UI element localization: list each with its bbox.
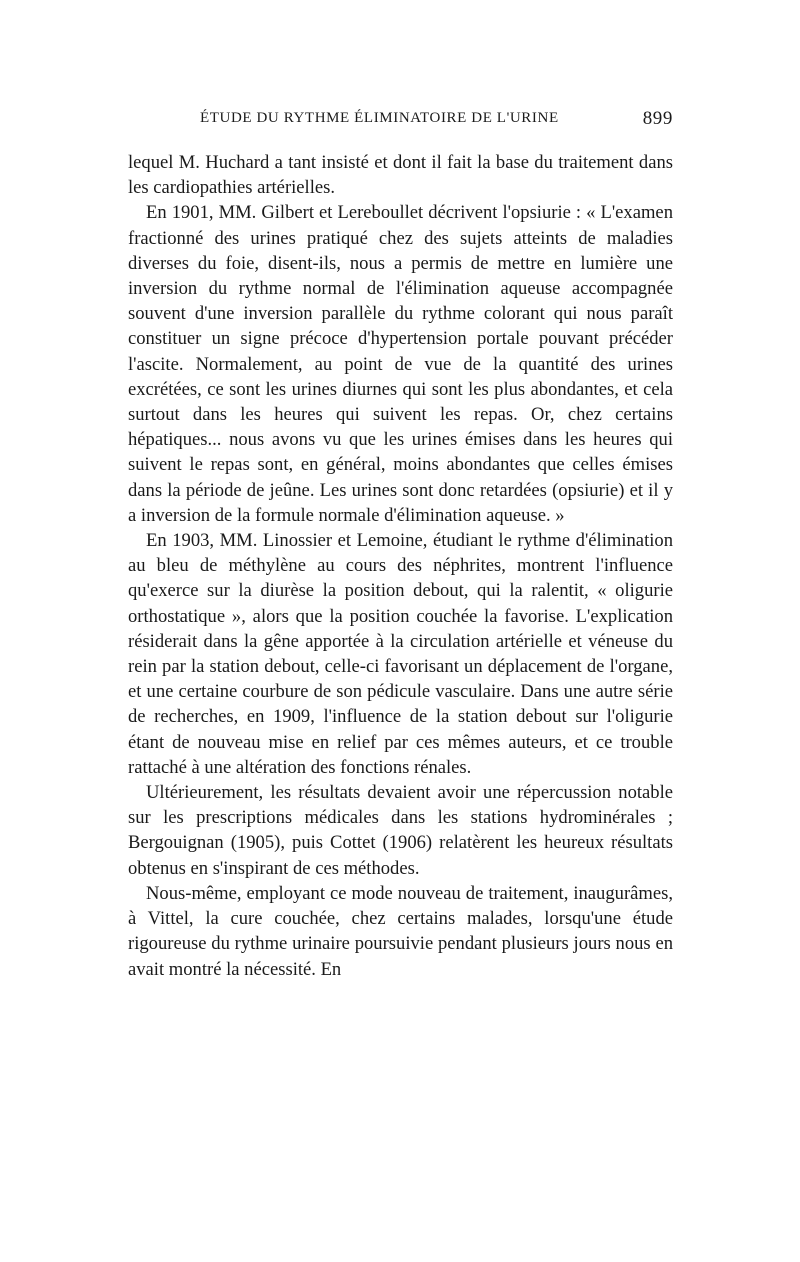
paragraph-linossier-lemoine: En 1903, MM. Linossier et Lemoine, étudiant le rythme d'élimination au bleu de méthylène au cours des néphrites, montrent l'influence qu'exerce sur la diurèse la position debout, qui la ralentit, « oligurie orthostatique », alors que la position couchée la favorise. L'explication résiderait dans la gêne apportée à la circulation artérielle et véneuse du rein par la station debout, celle-ci favorisant un déplacement de l'organe, et une certaine courbure de son pédicule vasculaire. Dans une autre série de recherches, en 1909, l'influence de la station debout sur l'oligurie étant de nouveau mise en relief par ces mêmes auteurs, et ce trouble rattaché à une altération des fonctions rénales. (128, 530, 673, 778)
paragraph-hydromineral-stations: Ultérieurement, les résultats devaient avoir une répercussion notable sur les prescriptions médicales dans les stations hydrominérales ; Bergouignan (1905), puis Cottet (1906) relatèrent les heureux résultats obtenus en s'inspirant de ces méthodes. (128, 782, 673, 879)
paragraph-gilbert-lereboullet: En 1901, MM. Gilbert et Lereboullet décrivent l'opsiurie : « L'examen fractionné des urines pratiqué chez des sujets atteints de maladies diverses du foie, disent-ils, nous a permis de mettre en lumière une inversion du rythme normal de l'élimination aqueuse accompagnée souvent d'une inversion parallèle du rythme colorant qui nous paraît constituer un signe précoce d'hypertension portale pouvant précéder l'ascite. Normalement, au point de vue de la quantité des urines excrétées, ce sont les urines diurnes qui sont les plus abondantes, et cela surtout dans les heures qui suivent les repas. Or, chez certains hépatiques... nous avons vu que les urines émises dans les heures qui suivent le repas sont, en général, moins abondantes que celles émises dans la période de jeûne. Les urines sont donc retardées (opsiurie) et il y a inversion de la formule normale d'élimination aqueuse. » (128, 202, 673, 526)
body-text (128, 150, 673, 982)
running-title: ÉTUDE DU RYTHME ÉLIMINATOIRE DE L'URINE (200, 110, 559, 126)
paragraph-continuation: lequel M. Huchard a tant insisté et dont il fait la base du traitement dans les cardiopathies artérielles. (128, 152, 673, 199)
paragraph-vittel-cure: Nous-même, employant ce mode nouveau de traitement, inaugurâmes, à Vittel, la cure couchée, chez certains malades, lorsqu'une étude rigoureuse du rythme urinaire poursuivie pendant plusieurs jours nous en avait montré la nécessité. En (128, 882, 673, 980)
running-header (128, 110, 673, 136)
page-number: 899 (642, 108, 673, 129)
book-page (128, 110, 673, 982)
